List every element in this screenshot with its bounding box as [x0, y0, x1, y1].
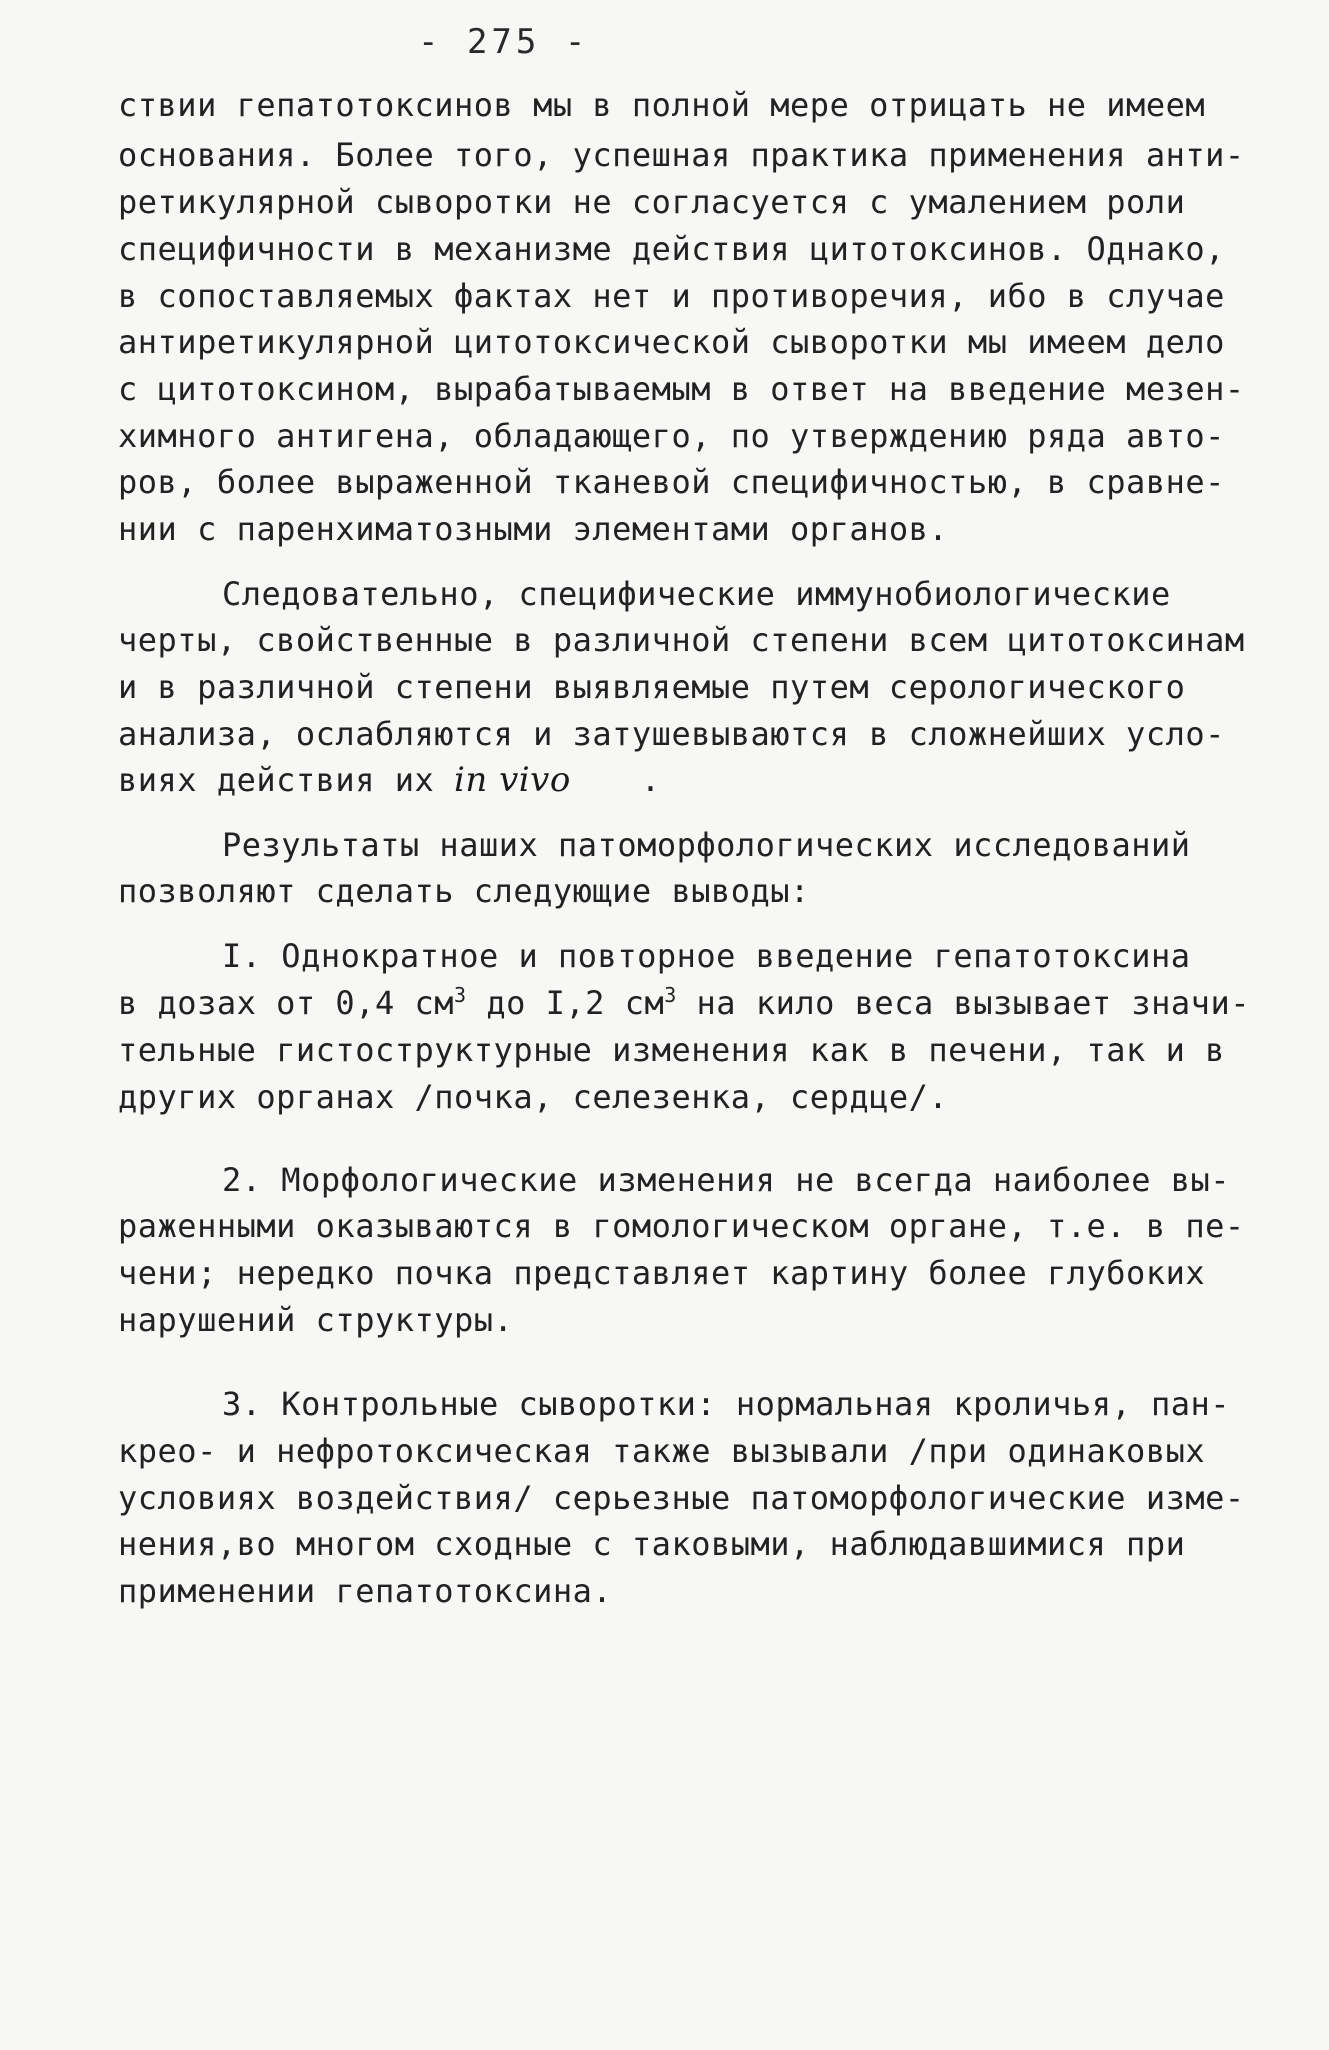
text-line: черты, свойственные в различной степени всем цитотоксинам	[118, 621, 1245, 659]
text-line: ретикулярной сыворотки не согласуется с умалением роли	[118, 183, 1186, 221]
text-line: I. Однократное и повторное введение гепатотоксина	[222, 937, 1191, 975]
text-part: в дозах от 0,4 см	[118, 984, 455, 1022]
text-line: с цитотоксином, вырабатываемым в ответ на введение мезен-	[118, 370, 1245, 408]
text-line: Результаты наших патоморфологических исследований	[222, 826, 1191, 864]
text-line: основания. Более того, успешная практика применения анти-	[118, 136, 1245, 174]
text-line: ров, более выраженной тканевой специфичностью, в сравне-	[118, 463, 1225, 501]
text-line: условиях воздействия/ серьезные патоморфологические изме-	[118, 1479, 1245, 1517]
text-line: 2. Морфологические изменения не всегда наиболее вы-	[222, 1161, 1231, 1199]
text-line: ствии гепатотоксинов мы в полной мере отрицать не имеем	[118, 86, 1206, 124]
text-line-in-vivo	[118, 760, 661, 800]
text-line: Следовательно, специфические иммунобиологические	[222, 575, 1171, 613]
text-line: анализа, ослабляются и затушевываются в сложнейших усло-	[118, 715, 1225, 753]
text-line: применении гепатотоксина.	[118, 1572, 613, 1610]
text-line: тельные гистоструктурные изменения как в печени, так и в	[118, 1031, 1225, 1069]
text-line: раженными оказываются в гомологическом органе, т.е. в пе-	[118, 1207, 1245, 1245]
text-line: нарушений структуры.	[118, 1301, 514, 1339]
text-line: специфичности в механизме действия цитотоксинов. Однако,	[118, 230, 1225, 268]
text-line: крео- и нефротоксическая также вызывали /при одинаковых	[118, 1432, 1206, 1470]
text-line: в сопоставляемых фактах нет и противоречия, ибо в случае	[118, 277, 1225, 315]
text-part: до I,2 см	[466, 984, 665, 1022]
text-line-dosage	[118, 983, 1250, 1023]
text-suffix: .	[640, 761, 661, 799]
text-line: 3. Контрольные сыворотки: нормальная кроличья, пан-	[222, 1385, 1231, 1423]
page-number: - 275 -	[418, 22, 590, 62]
text-line: нии с паренхиматозными элементами органов.	[118, 510, 949, 548]
handwritten-insertion: in vivo	[454, 760, 571, 800]
text-line: позволяют сделать следующие выводы:	[118, 872, 810, 910]
text-line: чени; нередко почка представляет картину более глубоких	[118, 1254, 1206, 1292]
text-line: химного антигена, обладающего, по утверждению ряда авто-	[118, 417, 1225, 455]
text-prefix: виях действия их	[118, 761, 455, 799]
text-line: и в различной степени выявляемые путем серологического	[118, 668, 1186, 706]
superscript: 3	[664, 983, 677, 1007]
text-line: антиретикулярной цитотоксической сыворотки мы имеем дело	[118, 323, 1225, 361]
text-part: на кило веса вызывает значи-	[676, 984, 1250, 1022]
text-line: других органах /почка, селезенка, сердце/.	[118, 1078, 949, 1116]
text-line: нения,во многом сходные с таковыми, наблюдавшимися при	[118, 1525, 1186, 1563]
superscript: 3	[454, 983, 467, 1007]
